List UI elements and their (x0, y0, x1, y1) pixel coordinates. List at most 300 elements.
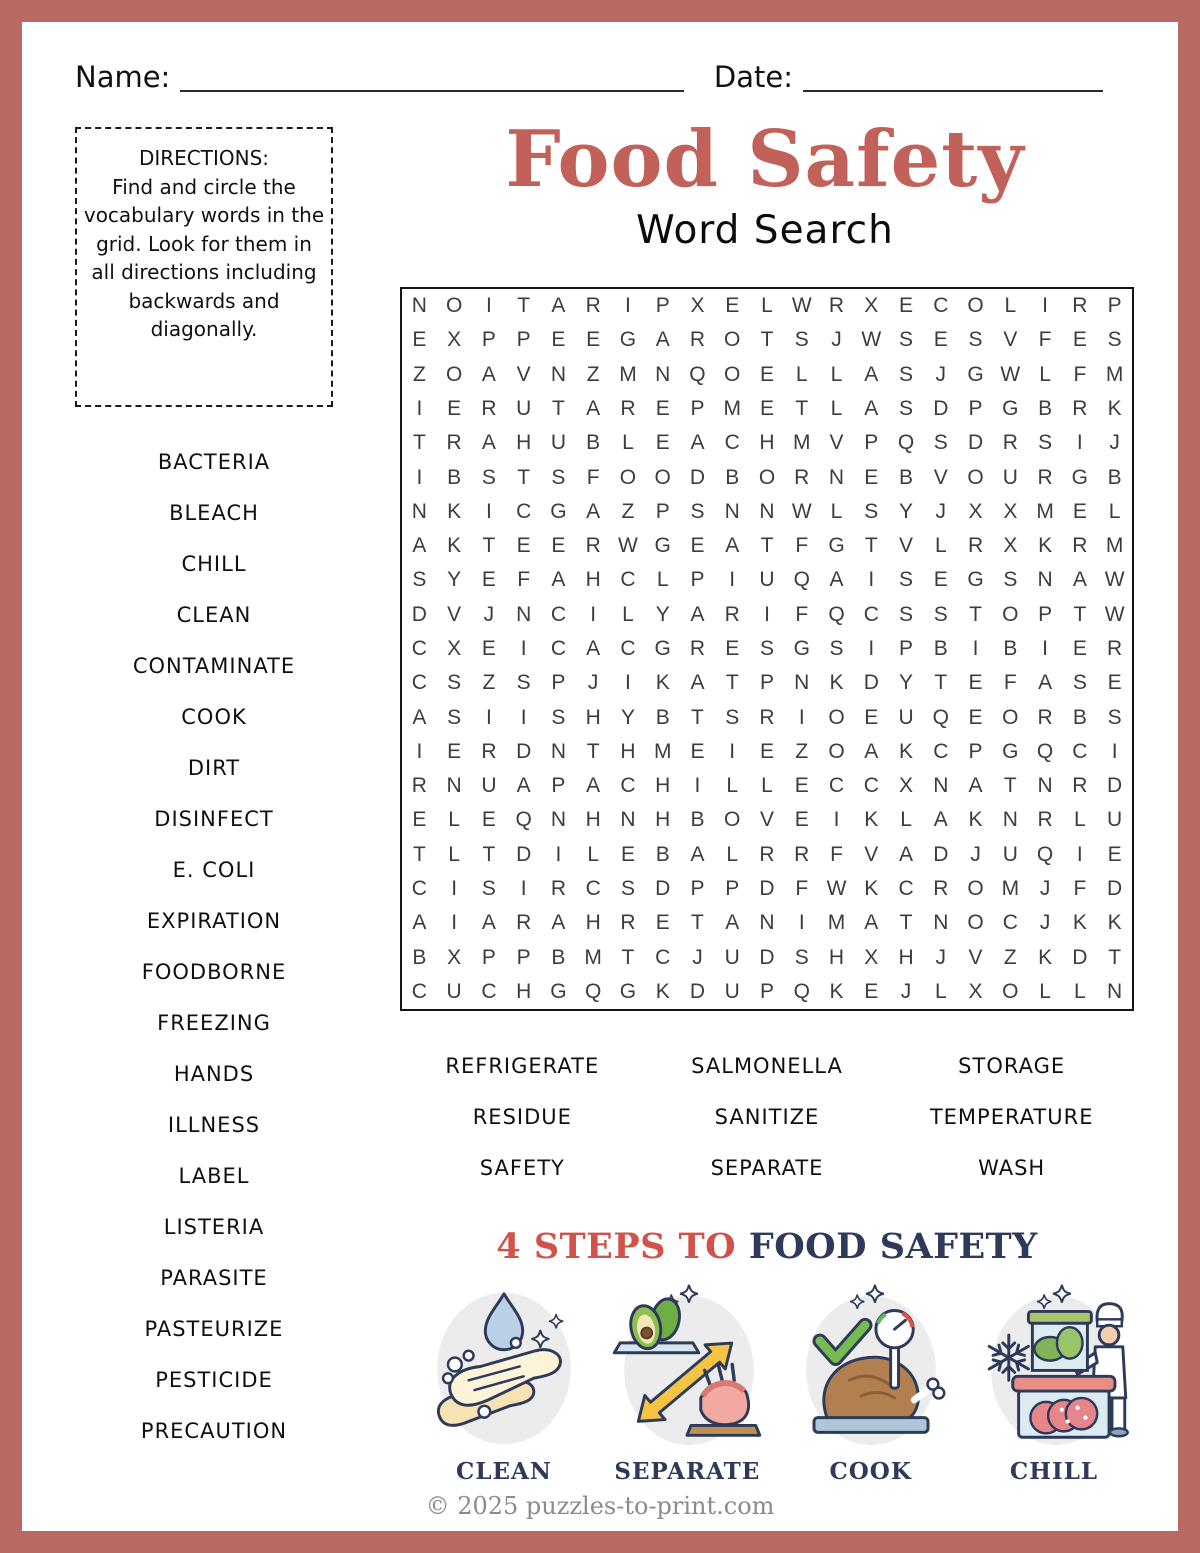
grid-letter[interactable]: I (764, 602, 770, 626)
grid-letter[interactable]: B (412, 945, 427, 969)
grid-letter[interactable]: Q (932, 705, 949, 729)
grid-letter[interactable]: Q (897, 431, 915, 455)
grid-letter[interactable]: X (968, 979, 983, 1003)
grid-letter[interactable]: D (933, 842, 949, 866)
grid-letter[interactable]: I (451, 876, 458, 900)
grid-letter[interactable]: V (899, 534, 914, 558)
grid-letter[interactable]: S (794, 328, 809, 352)
date-input-line[interactable] (803, 56, 1103, 92)
grid-letter[interactable]: A (725, 911, 740, 935)
grid-letter[interactable]: I (520, 705, 527, 729)
grid-letter[interactable]: H (620, 739, 636, 763)
grid-letter[interactable]: A (864, 739, 879, 763)
grid-letter[interactable]: F (586, 465, 600, 489)
grid-letter[interactable]: B (933, 636, 948, 660)
grid-letter[interactable]: L (1074, 808, 1086, 832)
grid-letter[interactable]: R (759, 842, 775, 866)
grid-letter[interactable]: R (689, 636, 706, 660)
grid-letter[interactable]: K (968, 808, 983, 832)
grid-letter[interactable]: E (759, 396, 774, 420)
grid-letter[interactable]: E (447, 396, 462, 420)
grid-letter[interactable]: A (551, 911, 566, 935)
grid-letter[interactable]: A (586, 636, 601, 660)
grid-letter[interactable]: K (655, 979, 670, 1003)
grid-letter[interactable]: W (1000, 362, 1021, 386)
grid-letter[interactable]: L (656, 568, 669, 592)
grid-letter[interactable]: H (898, 945, 914, 969)
grid-letter[interactable]: T (934, 671, 948, 695)
grid-letter[interactable]: Q (793, 568, 810, 592)
grid-letter[interactable]: P (655, 499, 670, 523)
grid-letter[interactable]: U (550, 431, 566, 455)
grid-letter[interactable]: G (550, 979, 567, 1003)
grid-letter[interactable]: I (590, 602, 597, 626)
grid-letter[interactable]: Y (447, 568, 462, 592)
grid-letter[interactable]: B (1038, 396, 1053, 420)
grid-letter[interactable]: N (411, 294, 427, 318)
grid-letter[interactable]: I (972, 636, 979, 660)
grid-letter[interactable]: S (1107, 705, 1122, 729)
grid-letter[interactable]: D (1072, 945, 1088, 969)
grid-letter[interactable]: Y (899, 499, 914, 523)
grid-letter[interactable]: G (967, 568, 984, 592)
grid-letter[interactable]: R (411, 774, 427, 798)
grid-letter[interactable]: E (759, 362, 774, 386)
grid-letter[interactable]: S (725, 705, 740, 729)
grid-letter[interactable]: S (481, 465, 496, 489)
grid-letter[interactable]: K (829, 979, 844, 1003)
grid-letter[interactable]: N (933, 774, 949, 798)
grid-letter[interactable]: T (517, 465, 531, 489)
grid-letter[interactable]: M (827, 911, 846, 935)
grid-letter[interactable]: C (481, 979, 497, 1003)
grid-letter[interactable]: Q (585, 979, 602, 1003)
grid-letter[interactable]: C (516, 499, 532, 523)
grid-letter[interactable]: H (759, 431, 775, 455)
grid-letter[interactable]: I (1111, 739, 1118, 763)
grid-letter[interactable]: I (485, 294, 492, 318)
grid-letter[interactable]: U (1002, 465, 1018, 489)
grid-letter[interactable]: D (689, 979, 706, 1003)
grid-letter[interactable]: S (1003, 568, 1018, 592)
grid-letter[interactable]: I (520, 636, 527, 660)
grid-letter[interactable]: L (726, 774, 739, 798)
grid-letter[interactable]: P (516, 945, 531, 969)
grid-letter[interactable]: C (1072, 739, 1088, 763)
grid-letter[interactable]: L (622, 602, 634, 626)
grid-letter[interactable]: M (653, 739, 672, 763)
grid-letter[interactable]: T (760, 534, 774, 558)
grid-letter[interactable]: R (828, 294, 845, 318)
grid-letter[interactable]: J (1039, 876, 1051, 900)
grid-letter[interactable]: D (411, 602, 427, 626)
grid-letter[interactable]: V (759, 808, 774, 832)
grid-letter[interactable]: K (655, 671, 670, 695)
grid-letter[interactable]: A (481, 362, 496, 386)
grid-letter[interactable]: E (412, 328, 427, 352)
grid-letter[interactable]: N (411, 499, 427, 523)
grid-letter[interactable]: O (445, 294, 463, 318)
grid-letter[interactable]: Q (1036, 842, 1054, 866)
grid-letter[interactable]: E (447, 739, 462, 763)
grid-letter[interactable]: R (933, 876, 949, 900)
grid-letter[interactable]: A (690, 671, 705, 695)
grid-letter[interactable]: A (864, 396, 879, 420)
grid-letter[interactable]: I (729, 568, 736, 592)
grid-letter[interactable]: K (864, 876, 879, 900)
grid-letter[interactable]: X (447, 328, 462, 352)
grid-letter[interactable]: V (1003, 328, 1018, 352)
grid-letter[interactable]: P (759, 671, 774, 695)
grid-letter[interactable]: L (795, 362, 808, 386)
grid-letter[interactable]: R (550, 876, 566, 900)
grid-letter[interactable]: C (620, 774, 636, 798)
grid-letter[interactable]: J (935, 499, 947, 523)
grid-letter[interactable]: W (618, 534, 638, 558)
grid-letter[interactable]: I (451, 911, 458, 935)
grid-letter[interactable]: Y (899, 671, 914, 695)
grid-letter[interactable]: K (1107, 911, 1122, 935)
grid-letter[interactable]: E (655, 396, 670, 420)
grid-letter[interactable]: T (621, 945, 635, 969)
grid-letter[interactable]: C (411, 636, 427, 660)
grid-letter[interactable]: K (447, 499, 462, 523)
grid-letter[interactable]: I (694, 774, 701, 798)
grid-letter[interactable]: X (447, 636, 462, 660)
grid-letter[interactable]: T (760, 328, 774, 352)
grid-letter[interactable]: W (1104, 602, 1125, 626)
grid-letter[interactable]: K (864, 808, 879, 832)
grid-letter[interactable]: G (654, 636, 671, 660)
grid-letter[interactable]: A (551, 294, 566, 318)
grid-letter[interactable]: A (412, 534, 427, 558)
grid-letter[interactable]: X (864, 294, 879, 318)
grid-letter[interactable]: U (724, 979, 740, 1003)
grid-letter[interactable]: J (831, 328, 842, 352)
grid-letter[interactable]: Z (1003, 945, 1017, 969)
grid-letter[interactable]: A (829, 568, 844, 592)
grid-letter[interactable]: C (620, 568, 636, 592)
grid-letter[interactable]: P (481, 328, 496, 352)
grid-letter[interactable]: E (864, 465, 879, 489)
grid-letter[interactable]: T (969, 602, 982, 626)
grid-letter[interactable]: F (1003, 671, 1017, 695)
grid-letter[interactable]: L (726, 842, 739, 866)
grid-letter[interactable]: E (864, 705, 879, 729)
grid-letter[interactable]: E (655, 911, 670, 935)
grid-letter[interactable]: R (967, 534, 984, 558)
grid-letter[interactable]: K (1038, 945, 1053, 969)
grid-letter[interactable]: H (585, 808, 601, 832)
grid-letter[interactable]: S (933, 602, 948, 626)
grid-letter[interactable]: G (1002, 396, 1019, 420)
grid-letter[interactable]: A (586, 499, 601, 523)
grid-letter[interactable]: P (690, 876, 705, 900)
grid-letter[interactable]: R (1107, 636, 1123, 660)
grid-letter[interactable]: I (868, 568, 875, 592)
grid-letter[interactable]: O (1002, 602, 1019, 626)
grid-letter[interactable]: F (1038, 328, 1052, 352)
grid-letter[interactable]: S (759, 636, 774, 660)
grid-letter[interactable]: S (968, 328, 983, 352)
grid-letter[interactable]: G (828, 534, 845, 558)
grid-letter[interactable]: S (412, 568, 427, 592)
grid-letter[interactable]: P (690, 568, 705, 592)
grid-letter[interactable]: Y (655, 602, 670, 626)
grid-letter[interactable]: H (516, 431, 532, 455)
grid-letter[interactable]: G (793, 636, 810, 660)
grid-letter[interactable]: P (968, 739, 983, 763)
grid-letter[interactable]: I (1042, 636, 1048, 660)
grid-letter[interactable]: Q (793, 979, 810, 1003)
grid-letter[interactable]: I (520, 876, 527, 900)
grid-letter[interactable]: E (516, 534, 531, 558)
grid-letter[interactable]: R (759, 705, 775, 729)
grid-letter[interactable]: P (899, 636, 914, 660)
grid-letter[interactable]: S (1107, 328, 1122, 352)
grid-letter[interactable]: T (482, 534, 496, 558)
grid-letter[interactable]: E (690, 739, 705, 763)
grid-letter[interactable]: E (864, 979, 879, 1003)
grid-letter[interactable]: Q (1036, 739, 1054, 763)
grid-letter[interactable]: S (829, 636, 844, 660)
grid-letter[interactable]: T (552, 396, 565, 420)
grid-letter[interactable]: F (795, 602, 809, 626)
grid-letter[interactable]: I (485, 499, 492, 523)
grid-letter[interactable]: B (655, 705, 670, 729)
grid-letter[interactable]: I (416, 396, 423, 420)
grid-letter[interactable]: R (481, 739, 497, 763)
grid-letter[interactable]: L (1108, 499, 1121, 523)
grid-letter[interactable]: C (620, 636, 636, 660)
grid-letter[interactable]: R (794, 842, 810, 866)
grid-letter[interactable]: S (864, 499, 879, 523)
grid-letter[interactable]: T (586, 739, 600, 763)
grid-letter[interactable]: W (1104, 568, 1125, 592)
grid-letter[interactable]: T (795, 396, 809, 420)
grid-letter[interactable]: I (1042, 294, 1048, 318)
grid-letter[interactable]: E (1072, 636, 1087, 660)
grid-letter[interactable]: C (863, 602, 879, 626)
grid-letter[interactable]: Z (412, 362, 426, 386)
grid-letter[interactable]: D (1107, 774, 1123, 798)
grid-letter[interactable]: N (550, 808, 566, 832)
grid-letter[interactable]: R (689, 328, 706, 352)
grid-letter[interactable]: X (968, 499, 983, 523)
grid-letter[interactable]: C (933, 739, 949, 763)
grid-letter[interactable]: C (585, 876, 601, 900)
grid-letter[interactable]: E (725, 636, 740, 660)
grid-letter[interactable]: E (968, 705, 983, 729)
grid-letter[interactable]: P (655, 294, 670, 318)
grid-letter[interactable]: A (1072, 568, 1087, 592)
grid-letter[interactable]: C (863, 774, 879, 798)
grid-letter[interactable]: A (1038, 671, 1053, 695)
grid-letter[interactable]: G (619, 328, 637, 352)
grid-letter[interactable]: I (416, 739, 423, 763)
grid-letter[interactable]: U (516, 396, 532, 420)
grid-letter[interactable]: S (620, 876, 635, 900)
grid-letter[interactable]: O (967, 911, 984, 935)
grid-letter[interactable]: R (620, 911, 636, 935)
grid-letter[interactable]: V (516, 362, 531, 386)
grid-letter[interactable]: P (690, 396, 705, 420)
grid-letter[interactable]: F (795, 534, 809, 558)
grid-letter[interactable]: A (655, 328, 670, 352)
grid-letter[interactable]: A (864, 362, 879, 386)
grid-letter[interactable]: D (933, 396, 949, 420)
grid-letter[interactable]: R (1072, 774, 1088, 798)
grid-letter[interactable]: G (1002, 739, 1019, 763)
grid-letter[interactable]: D (516, 739, 532, 763)
grid-letter[interactable]: U (446, 979, 462, 1003)
grid-letter[interactable]: P (759, 979, 774, 1003)
grid-letter[interactable]: E (586, 328, 601, 352)
grid-letter[interactable]: E (481, 808, 496, 832)
grid-letter[interactable]: N (446, 774, 462, 798)
grid-letter[interactable]: A (481, 431, 496, 455)
grid-letter[interactable]: B (655, 842, 670, 866)
grid-letter[interactable]: L (448, 842, 460, 866)
grid-letter[interactable]: P (1107, 294, 1122, 318)
grid-letter[interactable]: R (585, 534, 601, 558)
grid-letter[interactable]: E (968, 671, 983, 695)
grid-letter[interactable]: Z (586, 362, 600, 386)
grid-letter[interactable]: I (798, 911, 805, 935)
grid-letter[interactable]: A (690, 842, 705, 866)
grid-letter[interactable]: R (794, 465, 810, 489)
grid-letter[interactable]: S (899, 602, 914, 626)
grid-letter[interactable]: M (793, 431, 811, 455)
grid-letter[interactable]: A (690, 431, 705, 455)
grid-letter[interactable]: A (412, 705, 427, 729)
grid-letter[interactable]: P (968, 396, 983, 420)
grid-letter[interactable]: V (933, 465, 948, 489)
grid-letter[interactable]: X (447, 945, 462, 969)
grid-letter[interactable]: Z (795, 739, 809, 763)
grid-letter[interactable]: W (826, 876, 847, 900)
grid-letter[interactable]: B (690, 808, 705, 832)
grid-letter[interactable]: U (481, 774, 497, 798)
grid-letter[interactable]: S (899, 362, 914, 386)
grid-letter[interactable]: R (516, 911, 532, 935)
grid-letter[interactable]: L (761, 774, 773, 798)
grid-letter[interactable]: O (724, 808, 741, 832)
grid-letter[interactable]: L (900, 808, 912, 832)
grid-letter[interactable]: C (550, 636, 566, 660)
grid-letter[interactable]: K (1038, 534, 1053, 558)
grid-letter[interactable]: R (620, 396, 636, 420)
grid-letter[interactable]: E (412, 808, 427, 832)
grid-letter[interactable]: E (655, 431, 670, 455)
grid-letter[interactable]: N (1037, 568, 1053, 592)
grid-letter[interactable]: E (794, 774, 809, 798)
grid-letter[interactable]: K (829, 671, 844, 695)
grid-letter[interactable]: O (967, 294, 984, 318)
grid-letter[interactable]: C (411, 876, 427, 900)
grid-letter[interactable]: H (655, 774, 671, 798)
grid-letter[interactable]: P (864, 431, 879, 455)
grid-letter[interactable]: S (551, 465, 566, 489)
grid-letter[interactable]: M (1105, 534, 1124, 558)
grid-letter[interactable]: T (1073, 602, 1087, 626)
grid-letter[interactable]: L (830, 362, 843, 386)
grid-letter[interactable]: R (481, 396, 497, 420)
grid-letter[interactable]: G (619, 979, 637, 1003)
grid-letter[interactable]: P (481, 945, 496, 969)
grid-letter[interactable]: A (899, 842, 914, 866)
grid-letter[interactable]: S (1038, 431, 1053, 455)
grid-letter[interactable]: L (1039, 362, 1051, 386)
grid-letter[interactable]: S (516, 671, 531, 695)
grid-letter[interactable]: M (584, 945, 602, 969)
grid-letter[interactable]: S (447, 705, 462, 729)
grid-letter[interactable]: O (619, 465, 637, 489)
grid-letter[interactable]: L (830, 396, 843, 420)
grid-letter[interactable]: C (411, 979, 427, 1003)
grid-letter[interactable]: T (864, 534, 878, 558)
grid-letter[interactable]: U (898, 705, 914, 729)
grid-letter[interactable]: E (1072, 499, 1087, 523)
grid-letter[interactable]: C (1002, 911, 1018, 935)
grid-letter[interactable]: X (899, 774, 914, 798)
name-input-line[interactable] (180, 56, 684, 92)
grid-letter[interactable]: P (1038, 602, 1053, 626)
grid-letter[interactable]: L (1039, 979, 1051, 1003)
grid-letter[interactable]: W (791, 499, 812, 523)
grid-letter[interactable]: A (586, 396, 601, 420)
grid-letter[interactable]: O (1002, 705, 1019, 729)
grid-letter[interactable]: R (1037, 705, 1053, 729)
grid-letter[interactable]: N (550, 739, 566, 763)
grid-letter[interactable]: N (550, 362, 566, 386)
grid-letter[interactable]: X (1003, 499, 1018, 523)
grid-letter[interactable]: C (411, 671, 427, 695)
grid-letter[interactable]: Q (689, 362, 706, 386)
grid-letter[interactable]: O (1002, 979, 1019, 1003)
grid-letter[interactable]: R (1037, 465, 1053, 489)
grid-letter[interactable]: A (725, 534, 740, 558)
grid-letter[interactable]: S (794, 945, 809, 969)
grid-letter[interactable]: J (935, 362, 947, 386)
grid-letter[interactable]: W (791, 294, 812, 318)
grid-letter[interactable]: P (725, 876, 740, 900)
grid-letter[interactable]: R (446, 431, 462, 455)
grid-letter[interactable]: E (481, 568, 496, 592)
grid-letter[interactable]: T (899, 911, 913, 935)
grid-letter[interactable]: J (483, 602, 495, 626)
grid-letter[interactable]: N (1002, 808, 1018, 832)
grid-letter[interactable]: A (690, 602, 705, 626)
grid-letter[interactable]: B (899, 465, 914, 489)
grid-letter[interactable]: E (1107, 842, 1122, 866)
grid-letter[interactable]: S (899, 328, 914, 352)
grid-letter[interactable]: N (620, 808, 636, 832)
grid-letter[interactable]: S (551, 705, 566, 729)
grid-letter[interactable]: O (758, 465, 776, 489)
grid-letter[interactable]: M (1001, 876, 1020, 900)
grid-letter[interactable]: H (828, 945, 845, 969)
grid-letter[interactable]: X (864, 945, 879, 969)
grid-letter[interactable]: M (619, 362, 637, 386)
grid-letter[interactable]: J (935, 945, 947, 969)
grid-letter[interactable]: M (1036, 499, 1054, 523)
grid-letter[interactable]: E (481, 636, 496, 660)
grid-letter[interactable]: S (690, 499, 705, 523)
grid-letter[interactable]: R (1072, 396, 1088, 420)
grid-letter[interactable]: U (1002, 842, 1018, 866)
grid-letter[interactable]: O (724, 362, 741, 386)
